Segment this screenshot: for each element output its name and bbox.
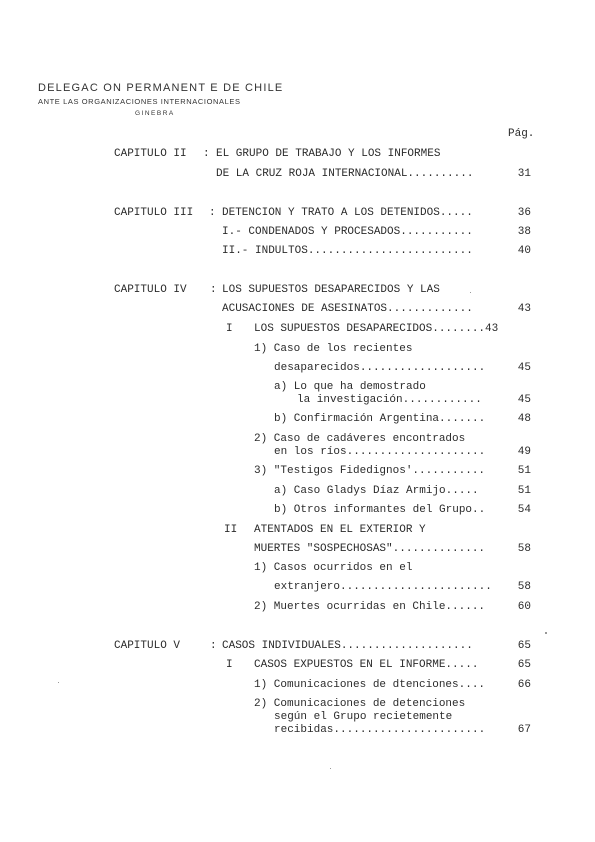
chapter-2-page: 31 <box>517 168 531 180</box>
section-1-sub-1-page: 45 <box>517 362 531 374</box>
chapter-4-section-2-page: 58 <box>517 543 531 555</box>
chapter-4-section-2-line1: ATENTADOS EN EL EXTERIOR Y <box>254 524 426 536</box>
section-1-sub-1a-line1: a) Lo que ha demostrado <box>274 381 426 393</box>
chapter-4-page: 43 <box>517 303 531 315</box>
section-1-sub-3a: a) Caso Gladys Díaz Armijo..... <box>274 485 479 497</box>
chapter-5-sub-2-line1: 2) Comunicaciones de detenciones <box>254 698 466 710</box>
chapter-2-label: CAPITULO II <box>114 148 187 160</box>
chapter-3-item-1: I.- CONDENADOS Y PROCESADOS........... <box>222 226 473 238</box>
chapter-3-item-2-page: 40 <box>517 245 531 257</box>
section-1-sub-3-page: 51 <box>517 465 531 477</box>
section-1-sub-2-line1: 2) Caso de cadáveres encontrados <box>254 433 466 445</box>
section-2-sub-1-line2: extranjero....................... <box>274 581 492 593</box>
chapter-2-title-line2: DE LA CRUZ ROJA INTERNACIONAL.......... <box>216 168 474 180</box>
chapter-5-sub-1: 1) Comunicaciones de dtenciones.... <box>254 679 486 691</box>
chapter-4-section-1-num: I <box>226 323 233 335</box>
chapter-2-colon: : <box>203 148 210 160</box>
chapter-5-sub-2-line2: según el Grupo recietemente <box>274 711 453 723</box>
section-2-sub-2: 2) Muertes ocurridas en Chile...... <box>254 601 486 613</box>
scan-speck <box>330 768 331 769</box>
chapter-3-item-1-page: 38 <box>517 226 531 238</box>
section-1-sub-2-page: 49 <box>517 446 531 458</box>
chapter-3-item-2: II.- INDULTOS......................... <box>222 245 473 257</box>
scan-speck <box>58 682 59 683</box>
section-1-sub-3b: b) Otros informantes del Grupo.. <box>274 504 486 516</box>
chapter-5-page: 65 <box>517 640 531 652</box>
chapter-5-colon: : <box>210 640 217 652</box>
chapter-3-title: DETENCION Y TRATO A LOS DETENIDOS..... <box>222 207 473 219</box>
chapter-5-sub-1-page: 66 <box>517 679 531 691</box>
chapter-5-section-1-page: 65 <box>517 659 531 671</box>
chapter-4-colon: : <box>210 284 217 296</box>
section-1-sub-3b-page: 54 <box>517 504 531 516</box>
chapter-5-label: CAPITULO V <box>114 640 181 652</box>
chapter-5-section-1: CASOS EXPUESTOS EN EL INFORME..... <box>254 659 479 671</box>
section-1-sub-1-line1: 1) Caso de los recientes <box>254 343 413 355</box>
section-1-sub-3a-page: 51 <box>517 485 531 497</box>
chapter-3-page: 36 <box>517 207 531 219</box>
scan-speck <box>545 632 547 634</box>
section-1-sub-1-line2: desaparecidos................... <box>274 362 486 374</box>
section-2-sub-2-page: 60 <box>517 601 531 613</box>
chapter-3-colon: : <box>209 207 216 219</box>
section-2-sub-1-page: 58 <box>517 581 531 593</box>
chapter-4-title-line2: ACUSACIONES DE ASESINATOS............. <box>222 303 473 315</box>
chapter-4-section-2-num: II <box>224 524 238 536</box>
section-1-sub-3: 3) "Testigos Fidedignos'........... <box>254 465 486 477</box>
chapter-3-label: CAPITULO III <box>114 207 194 219</box>
section-1-sub-1b-page: 48 <box>517 413 531 425</box>
chapter-2-title-line1: EL GRUPO DE TRABAJO Y LOS INFORMES <box>216 148 441 160</box>
section-1-sub-2-line2: en los ríos..................... <box>274 446 486 458</box>
chapter-5-section-1-num: I <box>226 659 233 671</box>
chapter-4-label: CAPITULO IV <box>114 284 187 296</box>
chapter-4-title-line1: LOS SUPUESTOS DESAPARECIDOS Y LAS <box>222 284 440 296</box>
chapter-4-section-2-line2: MUERTES "SOSPECHOSAS".............. <box>254 543 486 555</box>
letterhead-title: DELEGAC ON PERMANENT E DE CHILE <box>38 82 284 94</box>
section-2-sub-1-line1: 1) Casos ocurridos en el <box>254 562 413 574</box>
section-1-sub-1a-line2: la investigación............ <box>297 394 482 406</box>
scan-speck <box>470 292 471 293</box>
chapter-5-sub-2-line3: recibidas....................... <box>274 724 486 736</box>
letterhead-city: GINEBRA <box>135 110 175 117</box>
chapter-5-title: CASOS INDIVIDUALES.................... <box>222 640 473 652</box>
chapter-5-sub-2-page: 67 <box>517 724 531 736</box>
section-1-sub-1b: b) Confirmación Argentina....... <box>274 413 486 425</box>
section-1-sub-1a-page: 45 <box>517 394 531 406</box>
page-column-header: Pág. <box>508 128 535 140</box>
letterhead-subtitle: ANTE LAS ORGANIZACIONES INTERNACIONALES <box>38 97 241 106</box>
chapter-4-section-1: LOS SUPUESTOS DESAPARECIDOS........43 <box>254 323 499 335</box>
